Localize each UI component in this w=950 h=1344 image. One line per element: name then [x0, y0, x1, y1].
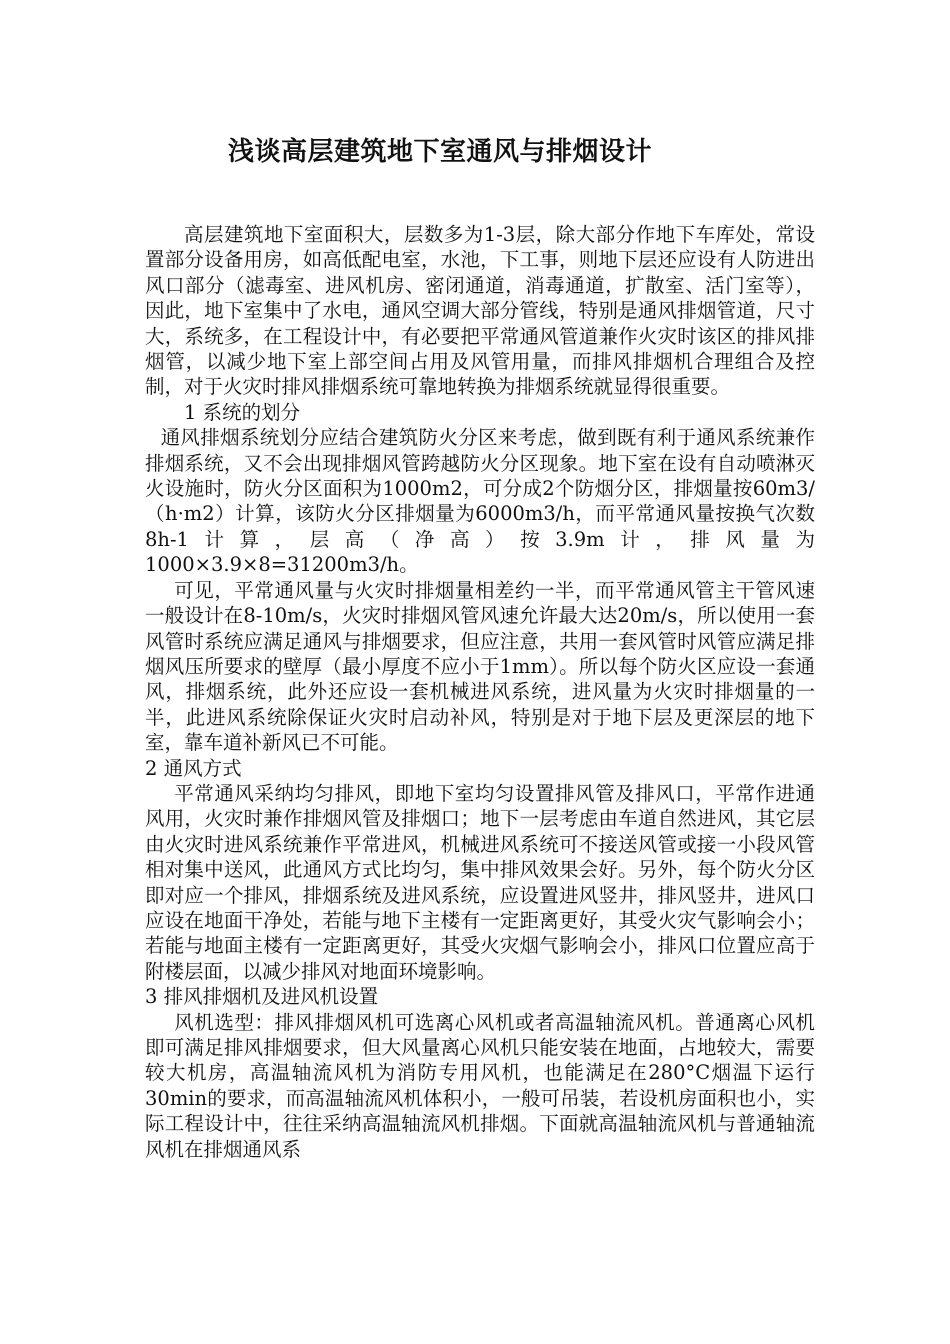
- section-heading-2: 2 通风方式: [145, 756, 242, 780]
- paragraph-section-2: 平常通风采纳均匀排风，即地下室均匀设置排风管及排风口，平常作进通风用，火灾时兼作排烟风管及排烟口；地下一层考虑由车道自然进风，其它层由火灾时进风系统兼作平常进风，机械进风系统可不接送风管或接一小段风管相对集中送风，此通风方式比均匀，集中排风效果会好。另外，每个防火分区即对应一个排风，排烟系统及进风系统，应设置进风竖井，排风竖井，进风口应设在地面干净处，若能与地下主楼有一定距离更好，其受火灾气影响会小；若能与地面主楼有一定距离更好，其受火灾烟气影响会小，排风口位置应高于附楼层面，以减少排风对地面环境影响。: [145, 781, 815, 983]
- document-title: 浅谈高层建筑地下室通风与排烟设计: [227, 137, 652, 167]
- section-heading-3: 3 排风排烟机及进风机设置: [145, 985, 379, 1009]
- paragraph-intro: 高层建筑地下室面积大，层数多为1-3层，除大部分作地下车库处，常设置部分设备用房，如高低配电室，水池，下工事，则地下层还应设有人防进出风口部分（滤毒室、进风机房、密闭通道，消毒通道，扩散室、活门室等），因此，地下室集中了水电，通风空调大部分管线，特别是通风排烟管道，尺寸大，系统多，在工程设计中，有必要把平常通风管道兼作火灾时该区的排风排烟管，以减少地下室上部空间占用及风管用量，而排风排烟机合理组合及控制，对于火灾时排风排烟系统可靠地转换为排烟系统就显得很重要。: [145, 223, 815, 399]
- paragraph-section-3: 风机选型：排风排烟风机可选离心风机或者高温轴流风机。普通离心风机即可满足排风排烟要求，但大风量离心风机只能安装在地面，占地较大，需要较大机房，高温轴流风机为消防专用风机，也能满足在280°C烟温下运行30min的要求，而高温轴流风机体积小，一般可吊装，若设机房面积也小，实际工程设计中，往往采纳高温轴流风机排烟。下面就高温轴流风机与普通轴流风机在排烟通风系: [145, 1010, 815, 1161]
- paragraph-section-1: 通风排烟系统划分应结合建筑防火分区来考虑，做到既有利于通风系统兼作排烟系统，又不会出现排烟风管跨越防火分区现象。地下室在设有自动喷淋灭火设施时，防火分区面积为1000m2，可分成2个防烟分区，排烟量按60m3/（h·m2）计算，该防火分区排烟量为6000m3/h，而平常通风量按换气次数8h-1计算，层高（净高）按3.9m计，排风量为1000×3.9×8=31200m3/h。: [145, 426, 815, 577]
- paragraph-section-1-cont: 可见，平常通风量与火灾时排烟量相差约一半，而平常通风管主干管风速一般设计在8-10m/s，火灾时排烟风管风速允许最大达20m/s，所以使用一套风管时系统应满足通风与排烟要求，但应注意，共用一套风管时风管应满足排烟风压所要求的壁厚（最小厚度不应小于1mm）。所以每个防火区应设一套通风，排烟系统，此外还应设一套机械进风系统，进风量为火灾时排烟量的一半，此进风系统除保证火灾时启动补风，特别是对于地下层及更深层的地下室，靠车道补新风已不可能。: [145, 578, 815, 755]
- document-body: [145, 222, 815, 1162]
- section-heading-1: 1 系统的划分: [184, 400, 301, 424]
